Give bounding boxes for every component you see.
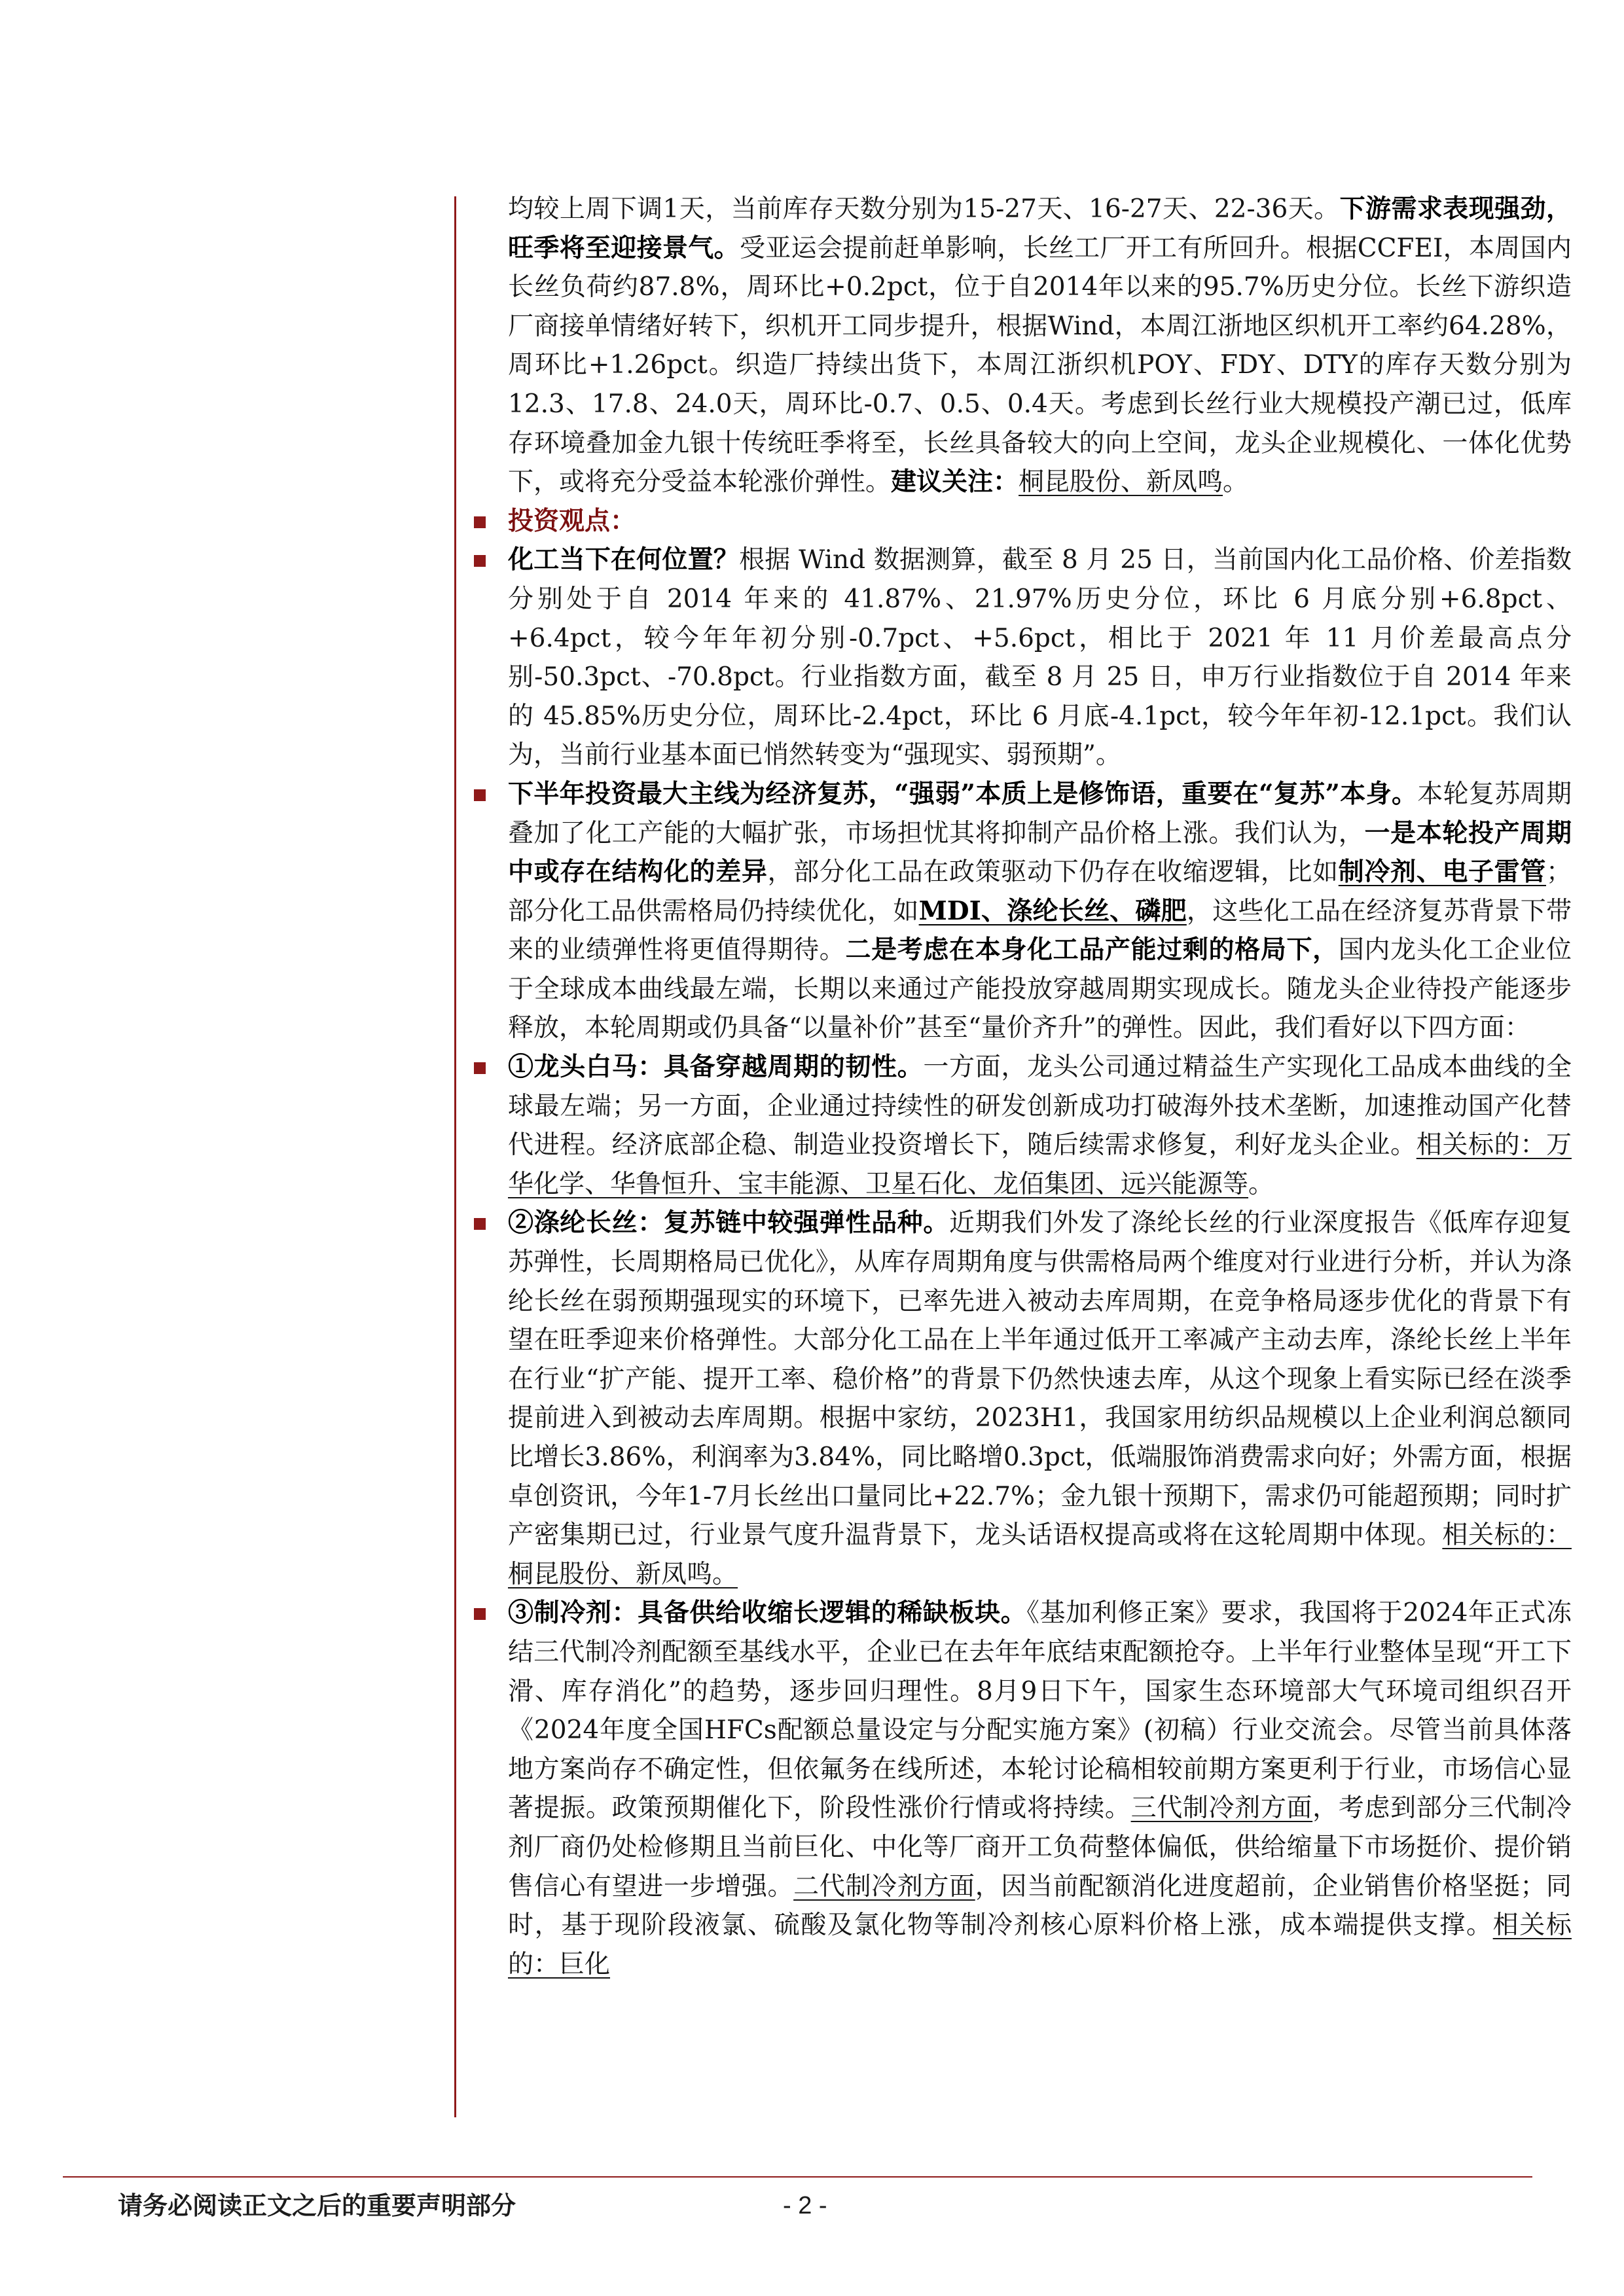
bullet-recovery-mainline	[508, 775, 1572, 1048]
refrigerant-text-3: ，因当前配额消化进度超前，企业销售价格坚挺；同时，基于现阶段液氯、硫酸及氯化物等制冷剂核心原料价格上涨，成本端提供支撑。	[508, 1871, 1572, 1941]
recovery-text-2: ，部分化工品在政策驱动下仍存在收缩逻辑，比如	[767, 857, 1339, 888]
bullet-polyester-filament	[508, 1204, 1572, 1594]
position-bold-lead: 化工当下在何位置？	[508, 545, 740, 575]
intro-bold-demand: 下游需求表现强劲，旺季将至迎接景气。	[508, 194, 1572, 263]
polyester-related-stocks: 相关标的：桐昆股份、新凤鸣。	[508, 1520, 1572, 1589]
intro-paragraph	[508, 190, 1572, 502]
intro-recommend-stocks: 桐昆股份、新凤鸣	[1019, 467, 1223, 497]
intro-text-1: 均较上周下调1天，当前库存天数分别为15-27天、16-27天、22-36天。	[508, 194, 1340, 224]
intro-bold-recommend: 建议关注：	[891, 467, 1019, 497]
recovery-bold-lead: 下半年投资最大主线为经济复苏，“强弱”本质上是修饰语，重要在“复苏”本身。	[508, 778, 1418, 809]
square-bullet-icon	[474, 1218, 486, 1230]
left-margin-rule	[454, 196, 456, 2117]
leader-bold-lead: ①龙头白马：具备穿越周期的韧性。	[508, 1052, 924, 1083]
recovery-policy-products: 制冷剂、电子雷管	[1338, 857, 1546, 888]
page-number: - 2 -	[783, 2192, 827, 2219]
recovery-bold-overcapacity: 二是考虑在本身化工品产能过剩的格局下，	[845, 935, 1339, 965]
recovery-text-4: ，这些化工品在经济复苏背景下带来的业绩弹性将更值得期待。	[508, 896, 1572, 965]
leader-related-stocks: 相关标的：万华化学、华鲁恒升、宝丰能源、卫星石化、龙佰集团、远兴能源等	[508, 1130, 1572, 1199]
invest-heading: 投资观点：	[508, 505, 636, 536]
polyester-text: 近期我们外发了涤纶长丝的行业深度报告《低库存迎复苏弹性，长周期格局已优化》，从库存周期角度与供需格局两个维度对行业进行分析，并认为涤纶长丝在弱预期强现实的环境下，已率先进入被动去库周期，在竞争格局逐步优化的背景下有望在旺季迎来价格弹性。大部分化工品在上半年通过低开工率减产主动去库，涤纶长丝上半年在行业“扩产能、提开工率、稳价格”的背景下仍然快速去库，从这个现象上看实际已经在淡季提前进入到被动去库周期。根据中家纺，2023H1，我国家用纺织品规模以上企业利润总额同比增长3.86%，利润率为3.84%，同比略增0.3pct，低端服饰消费需求向好；外需方面，根据卓创资讯，今年1-7月长丝出口量同比+22.7%；金九银十预期下，需求仍可能超预期；同时扩产密集期已过，行业景气度升温背景下，龙头话语权提高或将在这轮周期中体现。	[508, 1208, 1572, 1551]
bullet-invest-heading	[508, 502, 1572, 541]
refrigerant-second-gen-label: 二代制冷剂方面	[793, 1871, 975, 1901]
recovery-text-1: 本轮复苏周期叠加了化工产能的大幅扩张，市场担忧其将抑制产品价格上涨。我们认为，	[508, 779, 1572, 848]
square-bullet-icon	[474, 1062, 486, 1074]
refrigerant-text-1: 《基加利修正案》要求，我国将于2024年正式冻结三代制冷剂配额至基线水平，企业已在去年年底结束配额抢夺。上半年行业整体呈现“开工下滑、库存消化”的趋势，逐步回归理性。8月9日下午，国家生态环境部大气环境司组织召开《2024年度全国HFCs配额总量设定与分配实施方案》(初稿）行业交流会。尽管当前具体落地方案尚存不确定性，但依氟务在线所述，本轮讨论稿相较前期方案更利于行业，市场信心显著提振。政策预期催化下，阶段性涨价行情或将持续。	[508, 1598, 1572, 1823]
footer-disclaimer: 请务必阅读正文之后的重要声明部分	[118, 2191, 516, 2220]
square-bullet-icon	[474, 789, 486, 801]
leader-text: 一方面，龙头公司通过精益生产实现化工品成本曲线的全球最左端；另一方面，企业通过持续性的研发创新成功打破海外技术垄断，加速推动国产化替代进程。经济底部企稳、制造业投资增长下，随后续需求修复，利好龙头企业。	[508, 1052, 1572, 1160]
square-bullet-icon	[474, 516, 486, 528]
bullet-leader-bluechip	[508, 1048, 1572, 1204]
recovery-supply-products: MDI、涤纶长丝、磷肥	[918, 895, 1187, 926]
intro-text-2: 受亚运会提前赶单影响，长丝工厂开工有所回升。根据CCFEI，本周国内长丝负荷约87.8%，周环比+0.2pct，位于自2014年以来的95.7%历史分位。长丝下游织造厂商接单情绪好转下，织机开工同步提升，根据Wind，本周江浙地区织机开工率约64.28%，周环比+1.26pct。织造厂持续出货下，本周江浙织机POY、FDY、DTY的库存天数分别为12.3、17.8、24.0天，周环比-0.7、0.5、0.4天。考虑到长丝行业大规模投产潮已过，低库存环境叠加金九银十传统旺季将至，长丝具备较大的向上空间，龙头企业规模化、一体化优势下，或将充分受益本轮涨价弹性。	[508, 233, 1572, 497]
position-text: 根据 Wind 数据测算，截至 8 月 25 日，当前国内化工品价格、价差指数分别处于自 2014 年来的 41.87%、21.97%历史分位，环比 6 月底分别+6.8pct、+6.4pct，较今年年初分别-0.7pct、+5.6pct，相比于 2021 年 11 月价差最高点分别-50.3pct、-70.8pct。行业指数方面，截至 8 月 25 日，申万行业指数位于自 2014 年来的 45.85%历史分位，周环比-2.4pct，环比 6 月底-4.1pct，较今年年初-12.1pct。我们认为，当前行业基本面已悄然转变为“强现实、弱预期”。	[508, 545, 1572, 770]
leader-text-end: 。	[1248, 1169, 1274, 1199]
square-bullet-icon	[474, 1608, 486, 1620]
footer-rule	[63, 2176, 1532, 2178]
refrigerant-third-gen-label: 三代制冷剂方面	[1130, 1793, 1313, 1823]
refrigerant-text-2: ，考虑到部分三代制冷剂厂商仍处检修期且当前巨化、中化等厂商开工负荷整体偏低，供给缩量下市场挺价、提价销售信心有望进一步增强。	[508, 1793, 1572, 1901]
bullet-chem-position	[508, 541, 1572, 775]
report-body	[508, 190, 1572, 1984]
square-bullet-icon	[474, 555, 486, 567]
recovery-text-5: 国内龙头化工企业位于全球成本曲线最左端，长期以来通过产能投放穿越周期实现成长。随龙头企业待投产能逐步释放，本轮周期或仍具备“以量补价”甚至“量价齐升”的弹性。因此，我们看好以下四方面：	[508, 935, 1572, 1043]
refrigerant-related-stocks: 相关标的：巨化	[508, 1910, 1572, 1979]
intro-text-3: 。	[1223, 467, 1249, 497]
polyester-bold-lead: ②涤纶长丝：复苏链中较强弹性品种。	[508, 1208, 950, 1238]
recovery-text-3: ；部分化工品供需格局仍持续优化，如	[508, 857, 1572, 926]
recovery-bold-structure: 一是本轮投产周期中或存在结构化的差异	[508, 817, 1572, 888]
bullet-refrigerant	[508, 1594, 1572, 1984]
refrigerant-bold-lead: ③制冷剂：具备供给收缩长逻辑的稀缺板块。	[508, 1598, 1027, 1628]
